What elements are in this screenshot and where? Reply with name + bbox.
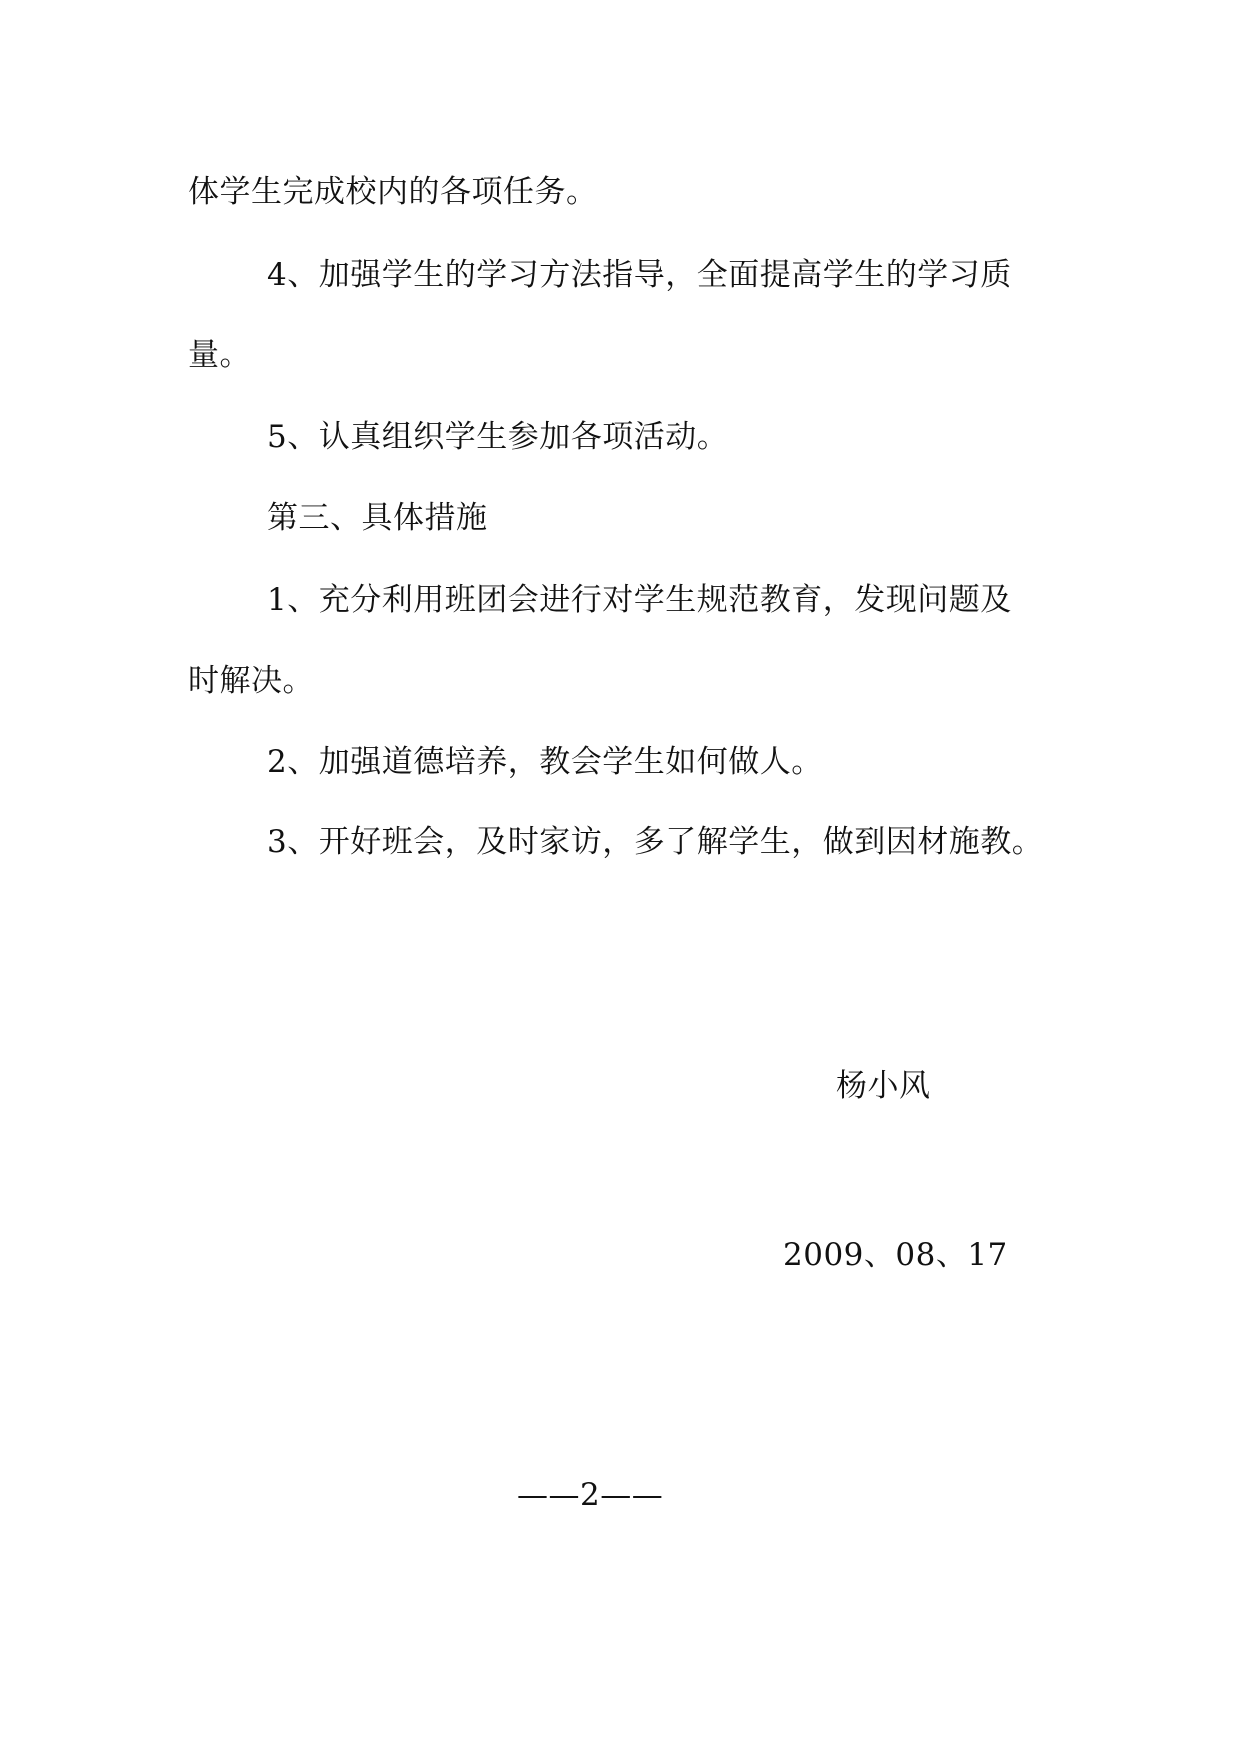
paragraph-line-8: 2、加强道德培养，教会学生如何做人。 — [267, 744, 823, 780]
page-number: ——2—— — [517, 1477, 664, 1513]
paragraph-line-3: 量。 — [188, 337, 251, 373]
paragraph-line-1: 体学生完成校内的各项任务。 — [188, 174, 598, 210]
paragraph-line-7: 时解决。 — [188, 663, 314, 699]
paragraph-line-6: 1、充分利用班团会进行对学生规范教育，发现问题及 — [267, 582, 1012, 618]
section-heading: 第三、具体措施 — [267, 500, 488, 536]
paragraph-line-4: 5、认真组织学生参加各项活动。 — [267, 419, 729, 455]
author-signature: 杨小风 — [836, 1068, 931, 1104]
paragraph-line-9: 3、开好班会，及时家访，多了解学生，做到因材施教。 — [267, 824, 1044, 860]
document-date: 2009、08、17 — [783, 1237, 1008, 1273]
paragraph-line-2: 4、加强学生的学习方法指导，全面提高学生的学习质 — [267, 257, 1012, 293]
